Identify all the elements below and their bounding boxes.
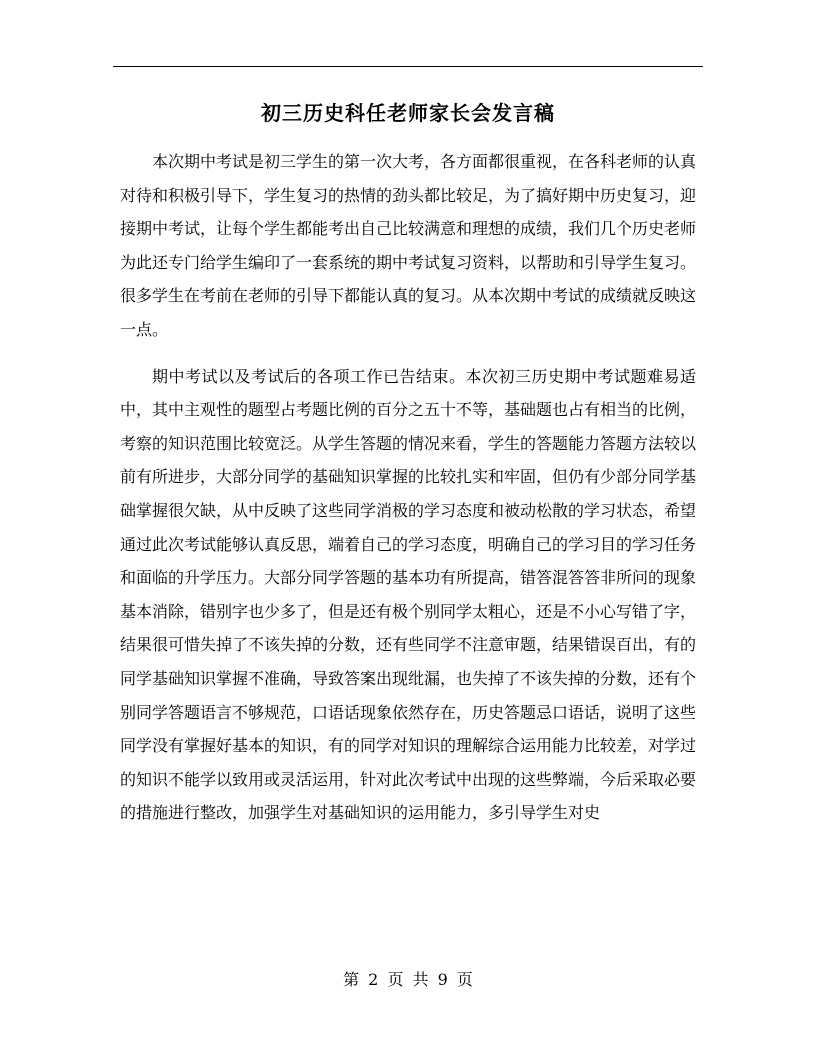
document-body: [120, 145, 696, 830]
page-title: 初三历史科任老师家长会发言稿: [261, 101, 555, 125]
header-rule: [113, 66, 703, 67]
body-paragraph: 期中考试以及考试后的各项工作已告结束。本次初三历史期中考试题难易适中，其中主观性的题型占考题比例的百分之五十不等，基础题也占有相当的比例，考察的知识范围比较宽泛。从学生答题的情况来看，学生的答题能力答题方法较以前有所进步，大部分同学的基础知识掌握的比较扎实和牢固，但仍有少部分同学基础掌握很欠缺，从中反映了这些同学消极的学习态度和被动松散的学习状态，希望通过此次考试能够认真反思，端着自己的学习态度，明确自己的学习目的学习任务和面临的升学压力。大部分同学答题的基本功有所提高，错答混答答非所问的现象基本消除，错别字也少多了，但是还有极个别同学太粗心，还是不小心写错了字，结果很可惜失掉了不该失掉的分数，还有些同学不注意审题，结果错误百出，有的同学基础知识掌握不准确，导致答案出现纰漏，也失掉了不该失掉的分数，还有个别同学答题语言不够规范，口语话现象依然存在，历史答题忌口语话，说明了这些同学没有掌握好基本的知识，有的同学对知识的理解综合运用能力比较差，对学过的知识不能学以致用或灵活运用，针对此次考试中出现的这些弊端，今后采取必要的措施进行整改，加强学生对基础知识的运用能力，多引导学生对史: [120, 366, 697, 823]
page-number: 第 2 页 共 9 页: [343, 970, 473, 989]
body-paragraph: 本次期中考试是初三学生的第一次大考，各方面都很重视，在各科老师的认真对待和积极引导下，学生复习的热情的劲头都比较足，为了搞好期中历史复习，迎接期中考试，让每个学生都能考出自己比较满意和理想的成绩，我们几个历史老师为此还专门给学生编印了一套系统的期中考试复习资料，以帮助和引导学生复习。很多学生在考前在老师的引导下都能认真的复习。从本次期中考试的成绩就反映这一点。: [120, 152, 697, 339]
